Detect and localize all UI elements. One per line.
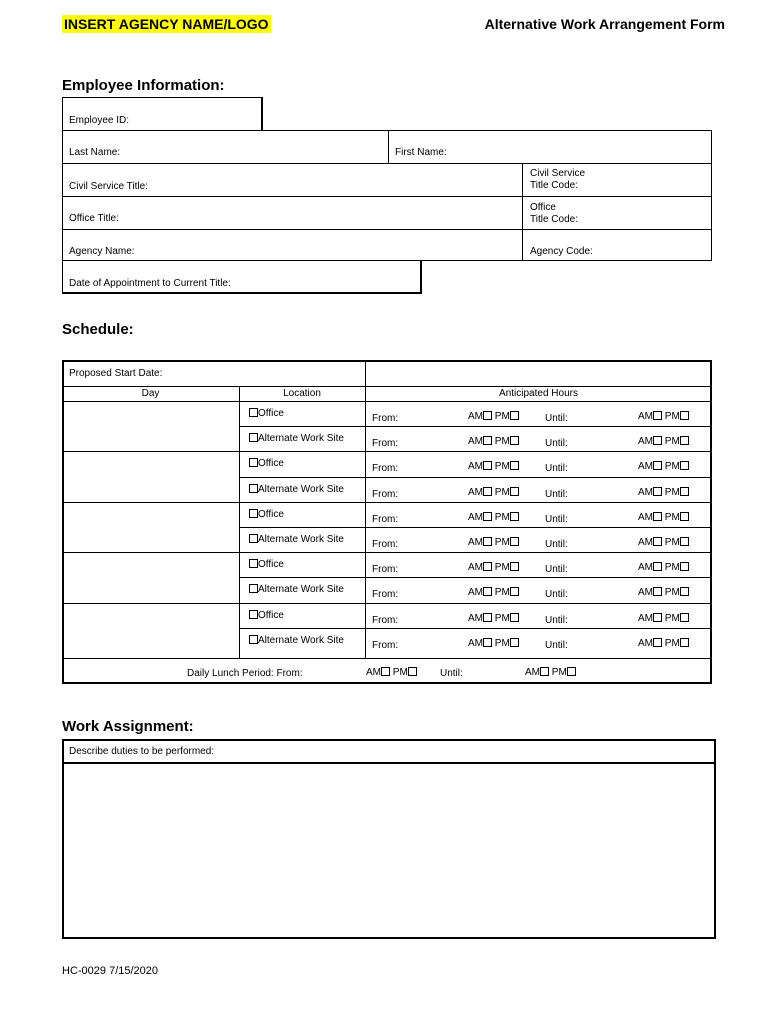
location-option: Alternate Work Site: [249, 534, 344, 545]
civil-service-title-field[interactable]: [63, 164, 521, 195]
location-option: Alternate Work Site: [249, 484, 344, 495]
until-label: Until:: [545, 413, 568, 424]
lunch-from-am-checkbox[interactable]: [381, 667, 390, 676]
from-label: From:: [372, 539, 399, 550]
from-ampm: AM PM: [468, 487, 519, 498]
location-checkbox[interactable]: [249, 610, 258, 619]
location-option: Alternate Work Site: [249, 584, 344, 595]
location-checkbox[interactable]: [249, 408, 258, 417]
lunch-label: Daily Lunch Period: From:: [187, 668, 303, 679]
lunch-from-pm-checkbox[interactable]: [408, 667, 417, 676]
until-pm-checkbox[interactable]: [680, 512, 689, 521]
until-ampm: AM PM: [638, 487, 689, 498]
describe-duties-label: Describe duties to be performed:: [69, 746, 215, 757]
day-field[interactable]: [63, 503, 238, 551]
from-ampm: AM PM: [468, 512, 519, 523]
location-option: Alternate Work Site: [249, 635, 344, 646]
from-label: From:: [372, 489, 399, 500]
until-ampm: AM PM: [638, 411, 689, 422]
from-ampm: AM PM: [468, 613, 519, 624]
until-label: Until:: [545, 514, 568, 525]
until-am-checkbox[interactable]: [653, 562, 662, 571]
from-label: From:: [372, 615, 399, 626]
until-pm-checkbox[interactable]: [680, 436, 689, 445]
from-pm-checkbox[interactable]: [510, 436, 519, 445]
agency-name-field[interactable]: [63, 230, 521, 260]
duties-field[interactable]: [64, 765, 714, 937]
from-am-checkbox[interactable]: [483, 461, 492, 470]
employee-id-label: Employee ID:: [69, 115, 130, 126]
date-appointment-label: Date of Appointment to Current Title:: [69, 278, 231, 289]
day-field[interactable]: [63, 402, 238, 450]
agency-name-placeholder: INSERT AGENCY NAME/LOGO: [64, 16, 269, 32]
location-option: Office: [249, 458, 284, 469]
from-ampm: AM PM: [468, 638, 519, 649]
location-checkbox[interactable]: [249, 584, 258, 593]
form-title: Alternative Work Arrangement Form: [484, 16, 725, 32]
proposed-start-label: Proposed Start Date:: [69, 368, 163, 379]
until-am-checkbox[interactable]: [653, 512, 662, 521]
from-label: From:: [372, 438, 399, 449]
from-ampm: AM PM: [468, 436, 519, 447]
first-name-field[interactable]: [389, 131, 711, 162]
from-am-checkbox[interactable]: [483, 638, 492, 647]
until-label: Until:: [545, 564, 568, 575]
until-am-checkbox[interactable]: [653, 411, 662, 420]
until-label: Until:: [545, 489, 568, 500]
agency-name-label: Agency Name:: [69, 246, 135, 257]
until-pm-checkbox[interactable]: [680, 613, 689, 622]
day-field[interactable]: [63, 604, 238, 652]
from-label: From:: [372, 640, 399, 651]
from-label: From:: [372, 589, 399, 600]
lunch-until-am-checkbox[interactable]: [540, 667, 549, 676]
employee-section-title: Employee Information:: [62, 77, 225, 94]
location-checkbox[interactable]: [249, 458, 258, 467]
last-name-label: Last Name:: [69, 147, 121, 158]
until-ampm: AM PM: [638, 537, 689, 548]
until-pm-checkbox[interactable]: [680, 487, 689, 496]
until-label: Until:: [545, 463, 568, 474]
from-label: From:: [372, 514, 399, 525]
from-pm-checkbox[interactable]: [510, 512, 519, 521]
until-am-checkbox[interactable]: [653, 587, 662, 596]
location-checkbox[interactable]: [249, 509, 258, 518]
from-pm-checkbox[interactable]: [510, 461, 519, 470]
until-label: Until:: [545, 438, 568, 449]
from-am-checkbox[interactable]: [483, 436, 492, 445]
location-checkbox[interactable]: [249, 559, 258, 568]
lunch-until-label: Until:: [440, 668, 463, 679]
lunch-from-ampm: AM PM: [366, 667, 417, 678]
until-label: Until:: [545, 640, 568, 651]
location-option: Office: [249, 559, 284, 570]
until-ampm: AM PM: [638, 436, 689, 447]
civil-service-code-label: Civil Service Title Code:: [530, 168, 586, 191]
until-label: Until:: [545, 539, 568, 550]
until-ampm: AM PM: [638, 562, 689, 573]
until-pm-checkbox[interactable]: [680, 411, 689, 420]
day-column-header: Day: [141, 388, 160, 399]
last-name-field[interactable]: [63, 131, 387, 162]
location-option: Office: [249, 408, 284, 419]
until-label: Until:: [545, 589, 568, 600]
day-field[interactable]: [63, 553, 238, 601]
from-am-checkbox[interactable]: [483, 487, 492, 496]
location-checkbox[interactable]: [249, 433, 258, 442]
office-title-label: Office Title:: [69, 213, 119, 224]
until-am-checkbox[interactable]: [653, 487, 662, 496]
from-am-checkbox[interactable]: [483, 587, 492, 596]
from-pm-checkbox[interactable]: [510, 537, 519, 546]
until-am-checkbox[interactable]: [653, 638, 662, 647]
from-am-checkbox[interactable]: [483, 411, 492, 420]
until-pm-checkbox[interactable]: [680, 537, 689, 546]
until-pm-checkbox[interactable]: [680, 638, 689, 647]
agency-code-label: Agency Code:: [530, 246, 593, 257]
from-ampm: AM PM: [468, 537, 519, 548]
form-code: HC-0029 7/15/2020: [62, 965, 159, 977]
schedule-section-title: Schedule:: [62, 321, 134, 338]
from-pm-checkbox[interactable]: [510, 487, 519, 496]
until-pm-checkbox[interactable]: [680, 562, 689, 571]
from-pm-checkbox[interactable]: [510, 562, 519, 571]
until-pm-checkbox[interactable]: [680, 461, 689, 470]
office-code-label: Office Title Code:: [530, 202, 578, 225]
proposed-start-field[interactable]: [366, 362, 710, 385]
lunch-until-pm-checkbox[interactable]: [567, 667, 576, 676]
from-ampm: AM PM: [468, 461, 519, 472]
until-pm-checkbox[interactable]: [680, 587, 689, 596]
location-checkbox[interactable]: [249, 484, 258, 493]
location-column-header: Location: [283, 388, 321, 399]
first-name-label: First Name:: [395, 147, 447, 158]
until-ampm: AM PM: [638, 461, 689, 472]
location-option: Alternate Work Site: [249, 433, 344, 444]
from-am-checkbox[interactable]: [483, 537, 492, 546]
from-pm-checkbox[interactable]: [510, 613, 519, 622]
from-am-checkbox[interactable]: [483, 562, 492, 571]
until-label: Until:: [545, 615, 568, 626]
until-ampm: AM PM: [638, 638, 689, 649]
from-pm-checkbox[interactable]: [510, 587, 519, 596]
from-am-checkbox[interactable]: [483, 613, 492, 622]
lunch-until-ampm: AM PM: [525, 667, 576, 678]
from-ampm: AM PM: [468, 562, 519, 573]
hours-column-header: Anticipated Hours: [499, 388, 578, 399]
from-label: From:: [372, 413, 399, 424]
location-checkbox[interactable]: [249, 635, 258, 644]
location-checkbox[interactable]: [249, 534, 258, 543]
work-section-title: Work Assignment:: [62, 718, 194, 735]
from-label: From:: [372, 463, 399, 474]
from-ampm: AM PM: [468, 587, 519, 598]
until-ampm: AM PM: [638, 587, 689, 598]
location-option: Office: [249, 610, 284, 621]
day-field[interactable]: [63, 452, 238, 500]
until-am-checkbox[interactable]: [653, 537, 662, 546]
until-ampm: AM PM: [638, 512, 689, 523]
civil-service-title-label: Civil Service Title:: [69, 181, 148, 192]
office-title-field[interactable]: [63, 197, 521, 228]
from-am-checkbox[interactable]: [483, 512, 492, 521]
from-ampm: AM PM: [468, 411, 519, 422]
location-option: Office: [249, 509, 284, 520]
until-ampm: AM PM: [638, 613, 689, 624]
from-label: From:: [372, 564, 399, 575]
until-am-checkbox[interactable]: [653, 613, 662, 622]
from-pm-checkbox[interactable]: [510, 411, 519, 420]
until-am-checkbox[interactable]: [653, 461, 662, 470]
until-am-checkbox[interactable]: [653, 436, 662, 445]
from-pm-checkbox[interactable]: [510, 638, 519, 647]
